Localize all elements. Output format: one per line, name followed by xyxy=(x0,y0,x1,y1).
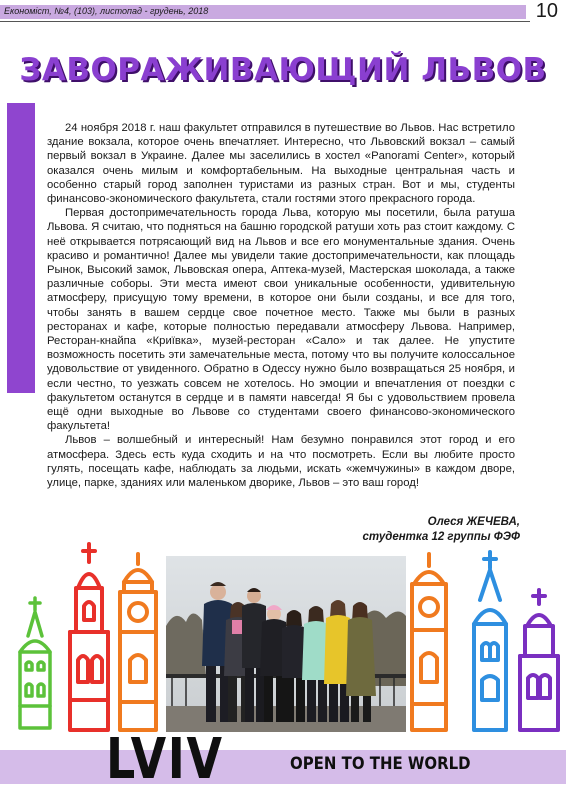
bottom-band xyxy=(0,750,566,784)
purple-tower-icon xyxy=(514,588,564,732)
article-paragraph: Львов – волшебный и интересный! Нам безумно понравился этот город и его атмосфера. Здесь есть куда сходить и на что посмотреть. Если вы любите просто гулять, посещать кафе, наблюдать за людьми, искать «жемчужины» в каждом дворе, улице, парке, зданиях или маленьком дворике, Львов – это ваш город! xyxy=(47,434,515,490)
orange-tower-icon xyxy=(114,552,162,732)
group-photo xyxy=(166,556,406,732)
author-role: студентка 12 группы ФЭФ xyxy=(362,531,520,543)
article-paragraph: Первая достопримечательность города Льва, которую мы посетили, была ратуша Львова. Я считаю, что подняться на башню городской ратуши хоть раз стоит каждому. С неё открывается потрясающий вид на Львов и все его монументальные здания. Очень красиво и романтично! Далее мы увидели такие достопримечательности, как площадь Рынок, Высокий замок, Львовская опера, Аптека-музей, Мастерская шоколада, а также различные соборы. Эти места имеют свои уникальные особенности, удивительную атмосферу, присущую тому времени, в которое они были созданы, и все для того, чтобы занять в вашем сердце свое почетное место. Также мы были в разных ресторанах и кафе, которые полностью передавали атмосферу Львова. Например, Ресторан-кнайпа «Криївка», музей-ресторан «Сало» и так далее. Не упустите возможность посетить эти замечательные места, потому что вы получите колоссальное удовольствие от увиденного. Обратно в Одессу нужно было возвращаться 25 ноября, и если честно, то уезжать совсем не хотелось. Но эмоции и впечатления от поездки с факультетом останутся в сердце и в памяти навсегда! Я бы с удовольствием провела ещё одни выходные во Львове со студентами своего финансово-экономического факультета! xyxy=(47,207,515,433)
slogan: OPEN TO THE WORLD xyxy=(290,754,471,774)
accent-bar xyxy=(7,103,35,393)
article-body xyxy=(47,121,515,490)
article-paragraph: 24 ноября 2018 г. наш факультет отправился в путешествие во Львов. Нас встретило здание вокзала, которое очень впечатляет. Интересно, что Львовский вокзал – самый первый вокзал в Украине. Далее мы заселились в хостел «Panorami Center», который оказался очень милым и комфортабельным. На выходные центральная часть и особенно старый город заполнен туристами из разных стран. Вот и мы, студенты финансово-экономического факультета, стали гостями этого прекрасного города. xyxy=(47,122,515,206)
blue-tower-icon xyxy=(466,550,514,732)
issue-info: Економіст, №4, (103), листопад - грудень, 2018 xyxy=(4,6,209,16)
lviv-wordmark: LVIV xyxy=(106,727,224,792)
page-number: 10 xyxy=(535,0,558,22)
author-name: Олеся ЖЕЧЕВА, xyxy=(427,516,520,528)
author-signature xyxy=(362,515,520,545)
orange-right-tower-icon xyxy=(404,552,454,732)
page-header xyxy=(0,0,566,24)
green-tower-icon xyxy=(14,596,56,730)
article-title: ЗАВОРАЖИВАЮЩИЙ ЛЬВОВ xyxy=(19,52,547,88)
header-rule xyxy=(0,21,530,22)
red-tower-icon xyxy=(62,542,116,732)
